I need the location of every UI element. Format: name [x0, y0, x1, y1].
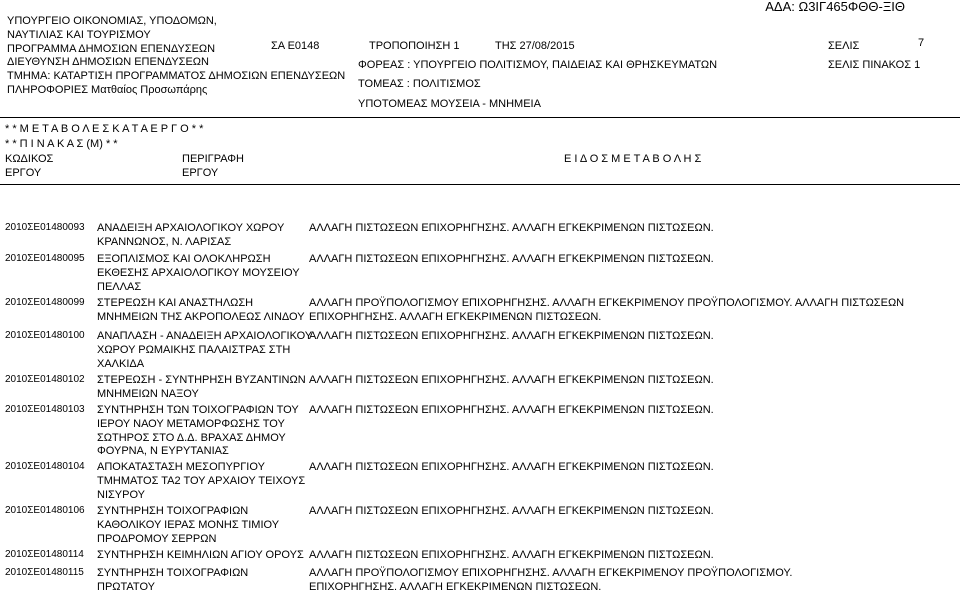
- org-line: ΔΙΕΥΘΥΝΣΗ ΔΗΜΟΣΙΩΝ ΕΠΕΝΔΥΣΕΩΝ: [7, 56, 209, 69]
- project-code: 2010ΣΕ01480104: [5, 461, 85, 472]
- project-description: [97, 567, 312, 595]
- modification-label: ΤΡΟΠΟΠΟΙΗΣΗ 1: [369, 40, 460, 52]
- project-description-line: ΦΟΥΡΝΑ, Ν ΕΥΡΥΤΑΝΙΑΣ: [97, 445, 229, 458]
- project-description-line: ΜΝΗΜΕΙΩΝ ΝΑΞΟΥ: [97, 387, 199, 400]
- project-description-line: ΑΠΟΚΑΤΑΣΤΑΣΗ ΜΕΣΟΠΥΡΓΙΟΥ: [97, 461, 265, 473]
- header-divider: [0, 117, 960, 118]
- change-type-line: ΑΛΛΑΓΗ ΠΙΣΤΩΣΕΩΝ ΕΠΙΧΟΡΗΓΗΣΗΣ. ΑΛΛΑΓΗ ΕΓΚΕΚΡΙΜΕΝΩΝ ΠΙΣΤΩΣΕΩΝ.: [309, 374, 714, 386]
- project-code: 2010ΣΕ01480106: [5, 505, 85, 516]
- project-code: 2010ΣΕ01480095: [5, 253, 85, 264]
- column-header-description: [182, 153, 244, 181]
- table-header-divider: [0, 184, 960, 185]
- column-header-description-line1: ΠΕΡΙΓΡΑΦΗ: [182, 153, 244, 165]
- page-label: ΣΕΛΙΣ: [828, 40, 860, 52]
- change-type-line: ΑΛΛΑΓΗ ΠΙΣΤΩΣΕΩΝ ΕΠΙΧΟΡΗΓΗΣΗΣ. ΑΛΛΑΓΗ ΕΓΚΕΚΡΙΜΕΝΩΝ ΠΙΣΤΩΣΕΩΝ.: [309, 222, 714, 234]
- project-description-line: ΝΙΣΥΡΟΥ: [97, 488, 146, 501]
- column-header-code: [5, 153, 53, 181]
- project-code: 2010ΣΕ01480093: [5, 222, 85, 233]
- ypotomeas-line: ΥΠΟΤΟΜΕΑΣ ΜΟΥΣΕΙΑ - ΜΝΗΜΕΙΑ: [358, 98, 541, 110]
- project-description-line: ΣΥΝΤΗΡΗΣΗ ΤΟΙΧΟΓΡΑΦΙΩΝ: [97, 567, 249, 579]
- project-description: [97, 461, 312, 502]
- column-header-code-line2: ΕΡΓΟΥ: [5, 166, 42, 179]
- project-description: [97, 374, 312, 402]
- foreas-line: ΦΟΡΕΑΣ : ΥΠΟΥΡΓΕΙΟ ΠΟΛΙΤΙΣΜΟΥ, ΠΑΙΔΕΙΑΣ ΚΑΙ ΘΡΗΣΚΕΥΜΑΤΩΝ: [358, 59, 718, 71]
- project-description: [97, 404, 312, 459]
- project-description-line: ΑΝΑΠΛΑΣΗ - ΑΝΑΔΕΙΞΗ ΑΡΧΑΙΟΛΟΓΙΚΟΥ: [97, 330, 313, 342]
- project-description: [97, 330, 312, 371]
- change-type-line: ΑΛΛΑΓΗ ΠΙΣΤΩΣΕΩΝ ΕΠΙΧΟΡΗΓΗΣΗΣ. ΑΛΛΑΓΗ ΕΓΚΕΚΡΙΜΕΝΩΝ ΠΙΣΤΩΣΕΩΝ.: [309, 505, 714, 517]
- org-line: ΥΠΟΥΡΓΕΙΟ ΟΙΚΟΝΟΜΙΑΣ, ΥΠΟΔΟΜΩΝ,: [7, 15, 217, 27]
- change-type-line: ΕΠΙΧΟΡΗΓΗΣΗΣ. ΑΛΛΑΓΗ ΕΓΚΕΚΡΙΜΕΝΩΝ ΠΙΣΤΩΣΕΩΝ.: [309, 580, 602, 593]
- tomeas-line: ΤΟΜΕΑΣ : ΠΟΛΙΤΙΣΜΟΣ: [358, 78, 481, 90]
- project-description: [97, 222, 312, 250]
- project-description-line: ΣΥΝΤΗΡΗΣΗ ΚΕΙΜΗΛΙΩΝ ΑΓΙΟΥ ΟΡΟΥΣ: [97, 549, 304, 561]
- project-description-line: ΠΡΟΔΡΟΜΟΥ ΣΕΡΡΩΝ: [97, 532, 217, 545]
- project-description-line: ΣΩΤΗΡΟΣ ΣΤΟ Δ.Δ. ΒΡΑΧΑΣ ΔΗΜΟΥ: [97, 431, 286, 444]
- project-description-line: ΕΚΘΕΣΗΣ ΑΡΧΑΙΟΛΟΓΙΚΟΥ ΜΟΥΣΕΙΟΥ: [97, 266, 300, 279]
- change-type-line: ΑΛΛΑΓΗ ΠΙΣΤΩΣΕΩΝ ΕΠΙΧΟΡΗΓΗΣΗΣ. ΑΛΛΑΓΗ ΕΓΚΕΚΡΙΜΕΝΩΝ ΠΙΣΤΩΣΕΩΝ.: [309, 330, 714, 342]
- change-type-line: ΑΛΛΑΓΗ ΠΙΣΤΩΣΕΩΝ ΕΠΙΧΟΡΗΓΗΣΗΣ. ΑΛΛΑΓΗ ΕΓΚΕΚΡΙΜΕΝΩΝ ΠΙΣΤΩΣΕΩΝ.: [309, 253, 714, 265]
- organization-block: [7, 15, 345, 98]
- project-code: 2010ΣΕ01480099: [5, 297, 85, 308]
- project-code: 2010ΣΕ01480102: [5, 374, 85, 385]
- project-code: 2010ΣΕ01480115: [5, 567, 84, 578]
- project-code: 2010ΣΕ01480114: [5, 549, 84, 560]
- project-description-line: ΠΕΛΛΑΣ: [97, 280, 142, 293]
- change-type: [309, 549, 714, 563]
- project-description-line: ΣΤΕΡΕΩΣΗ ΚΑΙ ΑΝΑΣΤΗΛΩΣΗ: [97, 297, 254, 309]
- project-description-line: ΚΑΘΟΛΙΚΟΥ ΙΕΡΑΣ ΜΟΝΗΣ ΤΙΜΙΟΥ: [97, 518, 280, 531]
- project-description-line: ΧΑΛΚΙΔΑ: [97, 357, 145, 370]
- project-description-line: ΚΡΑΝΝΩΝΟΣ, Ν. ΛΑΡΙΣΑΣ: [97, 235, 232, 248]
- project-description: [97, 549, 312, 563]
- project-description-line: ΜΝΗΜΕΙΩΝ ΤΗΣ ΑΚΡΟΠΟΛΕΩΣ ΛΙΝΔΟΥ: [97, 310, 305, 323]
- project-description-line: ΕΞΟΠΛΙΣΜΟΣ ΚΑΙ ΟΛΟΚΛΗΡΩΣΗ: [97, 253, 271, 265]
- org-line: ΠΛΗΡΟΦΟΡΙΕΣ Ματθαίος Προσωπάρης: [7, 83, 208, 96]
- project-description-line: ΙΕΡΟΥ ΝΑΟΥ ΜΕΤΑΜΟΡΦΩΣΗΣ ΤΟΥ: [97, 417, 285, 430]
- project-description-line: ΑΝΑΔΕΙΞΗ ΑΡΧΑΙΟΛΟΓΙΚΟΥ ΧΩΡΟΥ: [97, 222, 285, 234]
- change-type: [309, 253, 714, 267]
- change-type-line: ΑΛΛΑΓΗ ΠΙΣΤΩΣΕΩΝ ΕΠΙΧΟΡΗΓΗΣΗΣ. ΑΛΛΑΓΗ ΕΓΚΕΚΡΙΜΕΝΩΝ ΠΙΣΤΩΣΕΩΝ.: [309, 549, 714, 561]
- project-description: [97, 253, 312, 294]
- change-type: [309, 330, 714, 344]
- change-type: [309, 567, 792, 595]
- org-line: ΠΡΟΓΡΑΜΜΑ ΔΗΜΟΣΙΩΝ ΕΠΕΝΔΥΣΕΩΝ: [7, 42, 216, 55]
- section-subtitle: * * Π Ι Ν Α Κ Α Σ (Μ) * *: [5, 138, 118, 150]
- modification-date: ΤΗΣ 27/08/2015: [495, 40, 575, 52]
- ada-code: ΑΔΑ: Ω3ΙΓ465ΦΘΘ-ΞΙΘ: [765, 0, 905, 14]
- project-description-line: ΣΤΕΡΕΩΣΗ - ΣΥΝΤΗΡΗΣΗ ΒΥΖΑΝΤΙΝΩΝ: [97, 374, 306, 386]
- project-description: [97, 505, 312, 546]
- change-type-line: ΑΛΛΑΓΗ ΠΡΟΫΠΟΛΟΓΙΣΜΟΥ ΕΠΙΧΟΡΗΓΗΣΗΣ. ΑΛΛΑΓΗ ΕΓΚΕΚΡΙΜΕΝΟΥ ΠΡΟΫΠΟΛΟΓΙΣΜΟΥ. ΑΛΛΑΓΗ ΠΙΣΤΩΣΕΩΝ: [309, 297, 905, 309]
- change-type: [309, 374, 714, 388]
- project-description-line: ΧΩΡΟΥ ΡΩΜΑΙΚΗΣ ΠΑΛΑΙΣΤΡΑΣ ΣΤΗ: [97, 343, 291, 356]
- project-description: [97, 297, 312, 325]
- change-type: [309, 461, 714, 475]
- column-header-code-line1: ΚΩΔΙΚΟΣ: [5, 153, 54, 165]
- change-type: [309, 297, 904, 325]
- column-header-description-line2: ΕΡΓΟΥ: [182, 166, 219, 179]
- org-line: ΝΑΥΤΙΛΙΑΣ ΚΑΙ ΤΟΥΡΙΣΜΟΥ: [7, 28, 151, 41]
- change-type: [309, 505, 714, 519]
- change-type: [309, 222, 714, 236]
- table-page-label: ΣΕΛΙΣ ΠΙΝΑΚΟΣ 1: [828, 59, 921, 71]
- project-description-line: ΣΥΝΤΗΡΗΣΗ ΤΩΝ ΤΟΙΧΟΓΡΑΦΙΩΝ ΤΟΥ: [97, 404, 299, 416]
- page-number: 7: [918, 37, 925, 49]
- project-code: 2010ΣΕ01480103: [5, 404, 85, 415]
- change-type-line: ΑΛΛΑΓΗ ΠΙΣΤΩΣΕΩΝ ΕΠΙΧΟΡΗΓΗΣΗΣ. ΑΛΛΑΓΗ ΕΓΚΕΚΡΙΜΕΝΩΝ ΠΙΣΤΩΣΕΩΝ.: [309, 461, 714, 473]
- project-description-line: ΤΜΗΜΑΤΟΣ ΤΑ2 ΤΟΥ ΑΡΧΑΙΟΥ ΤΕΙΧΟΥΣ: [97, 474, 306, 487]
- project-code: 2010ΣΕ01480100: [5, 330, 85, 341]
- column-header-change-type: Ε Ι Δ Ο Σ Μ Ε Τ Α Β Ο Λ Η Σ: [564, 153, 702, 165]
- change-type-line: ΑΛΛΑΓΗ ΠΡΟΫΠΟΛΟΓΙΣΜΟΥ ΕΠΙΧΟΡΗΓΗΣΗΣ. ΑΛΛΑΓΗ ΕΓΚΕΚΡΙΜΕΝΟΥ ΠΡΟΫΠΟΛΟΓΙΣΜΟΥ.: [309, 567, 793, 579]
- org-line: ΤΜΗΜΑ: ΚΑΤΑΡΤΙΣΗ ΠΡΟΓΡΑΜΜΑΤΟΣ ΔΗΜΟΣΙΩΝ ΕΠΕΝΔΥΣΕΩΝ: [7, 70, 346, 82]
- change-type-line: ΑΛΛΑΓΗ ΠΙΣΤΩΣΕΩΝ ΕΠΙΧΟΡΗΓΗΣΗΣ. ΑΛΛΑΓΗ ΕΓΚΕΚΡΙΜΕΝΩΝ ΠΙΣΤΩΣΕΩΝ.: [309, 404, 714, 416]
- sa-code: ΣΑ Ε0148: [271, 40, 320, 52]
- project-description-line: ΠΡΩΤΑΤΟΥ: [97, 580, 155, 593]
- section-title: * * Μ Ε Τ Α Β Ο Λ Ε Σ Κ Α Τ Α Ε Ρ Γ Ο * *: [5, 123, 204, 135]
- change-type-line: ΕΠΙΧΟΡΗΓΗΣΗΣ. ΑΛΛΑΓΗ ΕΓΚΕΚΡΙΜΕΝΩΝ ΠΙΣΤΩΣΕΩΝ.: [309, 310, 602, 323]
- change-type: [309, 404, 714, 418]
- project-description-line: ΣΥΝΤΗΡΗΣΗ ΤΟΙΧΟΓΡΑΦΙΩΝ: [97, 505, 249, 517]
